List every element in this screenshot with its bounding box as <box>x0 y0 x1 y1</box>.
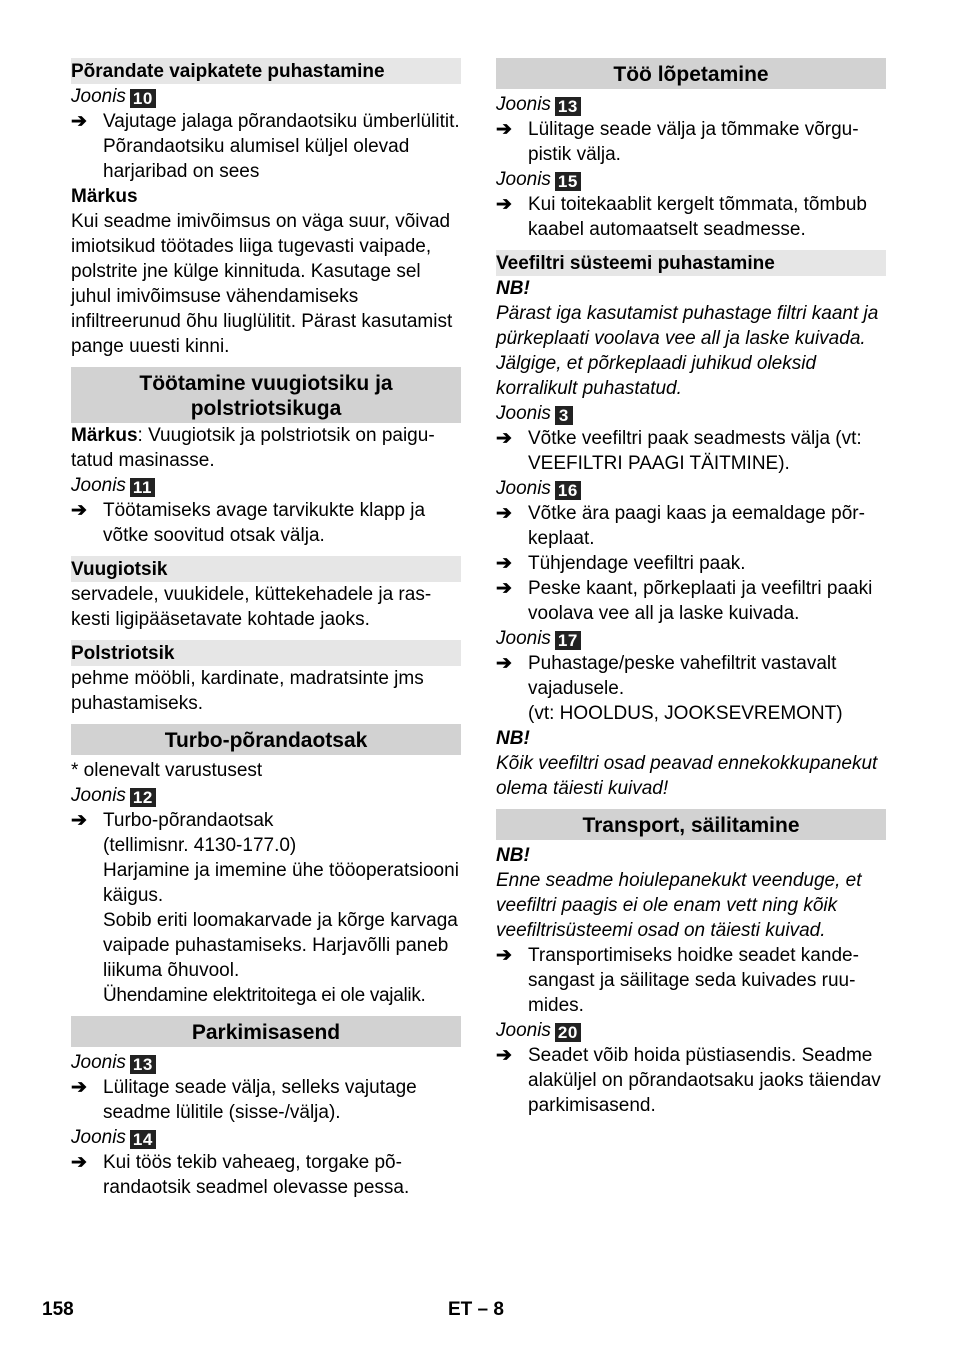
figure-number-badge: 17 <box>555 631 581 650</box>
arrow-right-icon: ➔ <box>496 119 512 140</box>
joonis-label: Joonis <box>496 478 551 499</box>
section-heading-transport: Transport, säilitamine <box>496 809 886 840</box>
figure-number-badge: 13 <box>130 1055 156 1074</box>
figure-ref <box>71 84 461 109</box>
note-text: : Vuugiotsik ja polstriotsik on paigutatud masinasse. <box>71 425 435 471</box>
joonis-label: Joonis <box>496 403 551 424</box>
note-text: Kui seadme imivõimsus on väga suur, võivad imiotsikud töötades liiga tugevasti vaipade, polstrite jne külge kinnituda. Kasutage sel juhul imivõimsuse vähendamiseks infiltreerunud õhu liuglülitit. Pärast kasutamist pange uuesti kinni. <box>71 211 453 357</box>
step-detail: Sobib eriti loomakarvade ja kõrge karvaga vaipade puhastamiseks. Harjavõlli paneb liikuma õhuvool. <box>103 910 458 981</box>
figure-number-badge: 13 <box>555 97 581 116</box>
step-text: Töötamiseks avage tarvikukte klapp ja võtke soovitud otsak välja. <box>103 500 426 546</box>
note-label: Märkus <box>71 186 138 207</box>
right-column <box>496 58 886 1118</box>
instruction-step <box>71 1075 461 1125</box>
nb-text: Kõik veefiltri osad peavad ennekokkupanekut olema täiesti kuivad! <box>496 753 878 799</box>
note-label: Märkus <box>71 425 138 446</box>
step-text: Puhastage/peske vahefiltrit vastavalt vajadusele. <box>528 653 837 699</box>
instruction-step <box>496 501 886 551</box>
section-heading-upholstery: Polstriotsik <box>71 640 461 666</box>
arrow-right-icon: ➔ <box>71 1152 87 1173</box>
section-heading-crevice-upholstery: Töötamine vuugiotsiku ja polstriotsikuga <box>71 367 461 423</box>
arrow-right-icon: ➔ <box>71 1077 87 1098</box>
figure-number-badge: 14 <box>130 1130 156 1149</box>
instruction-step <box>71 498 461 548</box>
figure-number-badge: 11 <box>130 478 155 497</box>
step-detail: Ühendamine elektritoitega ei ole vajalik. <box>103 985 426 1006</box>
step-text: Võtke ära paagi kaas ja eemaldage põrkeplaat. <box>528 503 865 549</box>
arrow-right-icon: ➔ <box>496 578 512 599</box>
step-detail: Harjamine ja imemine ühe tööoperatsiooni käigus. <box>103 860 459 906</box>
joonis-label: Joonis <box>71 1052 126 1073</box>
figure-ref <box>71 783 461 808</box>
nb-label: NB! <box>496 278 530 299</box>
step-detail: (vt: HOOLDUS, JOOKSEVREMONT) <box>528 703 843 724</box>
section-heading-water-filter: Veefiltri süsteemi puhastamine <box>496 250 886 276</box>
arrow-right-icon: ➔ <box>496 194 512 215</box>
nb-label: NB! <box>496 728 530 749</box>
figure-ref <box>496 92 886 117</box>
instruction-step <box>496 117 886 167</box>
step-text: Seadet võib hoida püstiasendis. Seadme alaküljel on põrandaotsaku jaoks täiendav parkimisasend. <box>528 1045 881 1116</box>
nb-text: Enne seadme hoiulepanekukt veenduge, et veefiltri paagis ei ole enam vett ning kõik veefiltrisüsteemi osad on täiesti kuivad. <box>496 870 862 941</box>
joonis-label: Joonis <box>71 1127 126 1148</box>
instruction-step <box>71 109 461 184</box>
note-paragraph <box>71 423 461 473</box>
joonis-label: Joonis <box>71 475 126 496</box>
figure-number-badge: 20 <box>555 1023 581 1042</box>
step-text: Peske kaant, põrkeplaati ja veefiltri paaki voolava vee all ja laske kuivada. <box>528 578 873 624</box>
step-text: Võtke veefiltri paak seadmests välja (vt: VEEFILTRI PAAGI TÄITMINE). <box>528 428 862 474</box>
figure-ref <box>496 626 886 651</box>
figure-ref <box>71 1050 461 1075</box>
instruction-step <box>496 192 886 242</box>
page-number: 158 <box>42 1299 74 1320</box>
section-heading-parking: Parkimisasend <box>71 1016 461 1047</box>
step-text: Transportimiseks hoidke seadet kandesangast ja säilitage seda kuivades ruumides. <box>528 945 859 1016</box>
joonis-label: Joonis <box>496 94 551 115</box>
arrow-right-icon: ➔ <box>496 553 512 574</box>
instruction-step <box>71 1150 461 1200</box>
body-text: servadele, vuukidele, küttekehadele ja raskesti ligipääsetavate kohtade jaoks. <box>71 584 432 630</box>
nb-label: NB! <box>496 845 530 866</box>
section-heading-carpet: Põrandate vaipkatete puhastamine <box>71 58 461 84</box>
arrow-right-icon: ➔ <box>496 945 512 966</box>
arrow-right-icon: ➔ <box>496 503 512 524</box>
body-text: pehme mööbli, kardinate, madratsinte jms puhastamiseks. <box>71 668 424 714</box>
instruction-step <box>496 1043 886 1118</box>
step-text: Kui töös tekib vaheaeg, torgake põrandaotsik seadmel olevasse pessa. <box>103 1152 410 1198</box>
step-detail: (tellimisnr. 4130-177.0) <box>103 835 297 856</box>
step-text: Lülitage seade välja, selleks vajutage seadme lülitile (sisse-/välja). <box>103 1077 417 1123</box>
instruction-step <box>496 426 886 476</box>
joonis-label: Joonis <box>496 1020 551 1041</box>
arrow-right-icon: ➔ <box>496 1045 512 1066</box>
step-text: Vajutage jalaga põrandaotsiku ümberlülitit. Põrandaotsiku alumisel küljel olevad harjaribad on sees <box>103 111 460 182</box>
arrow-right-icon: ➔ <box>71 500 87 521</box>
arrow-right-icon: ➔ <box>71 810 87 831</box>
left-column <box>71 58 461 1200</box>
figure-number-badge: 10 <box>130 89 156 108</box>
section-heading-crevice: Vuugiotsik <box>71 556 461 582</box>
figure-number-badge: 16 <box>555 481 581 500</box>
instruction-step <box>496 576 886 626</box>
step-text: Turbo-põrandaotsak <box>103 810 274 831</box>
figure-ref <box>71 1125 461 1150</box>
figure-ref <box>496 476 886 501</box>
figure-number-badge: 15 <box>555 172 581 191</box>
instruction-step <box>496 651 886 701</box>
figure-number-badge: 12 <box>130 788 156 807</box>
figure-ref <box>496 1018 886 1043</box>
instruction-step <box>496 551 886 576</box>
arrow-right-icon: ➔ <box>496 428 512 449</box>
language-page-label: ET – 8 <box>448 1299 504 1320</box>
step-text: Tühjendage veefiltri paak. <box>528 553 746 574</box>
joonis-label: Joonis <box>496 169 551 190</box>
joonis-label: Joonis <box>71 86 126 107</box>
figure-number-badge: 3 <box>555 406 573 425</box>
instruction-step <box>71 808 461 833</box>
arrow-right-icon: ➔ <box>496 653 512 674</box>
joonis-label: Joonis <box>71 785 126 806</box>
figure-ref <box>496 401 886 426</box>
section-heading-finish: Töö lõpetamine <box>496 58 886 89</box>
joonis-label: Joonis <box>496 628 551 649</box>
figure-ref <box>496 167 886 192</box>
figure-ref <box>71 473 461 498</box>
nb-text: Pärast iga kasutamist puhastage filtri kaant ja pürkeplaati voolava vee all ja laske kuivada. Jälgige, et põrkeplaadi juhikud oleksid korralikult puhastatud. <box>496 303 879 399</box>
option-note: * olenevalt varustusest <box>71 760 263 781</box>
section-heading-turbo: Turbo-põrandaotsak <box>71 724 461 755</box>
instruction-step <box>496 943 886 1018</box>
step-text: Lülitage seade välja ja tõmmake võrgupistik välja. <box>528 119 859 165</box>
step-text: Kui toitekaablit kergelt tõmmata, tõmbub kaabel automaatselt seadmesse. <box>528 194 868 240</box>
arrow-right-icon: ➔ <box>71 111 87 132</box>
